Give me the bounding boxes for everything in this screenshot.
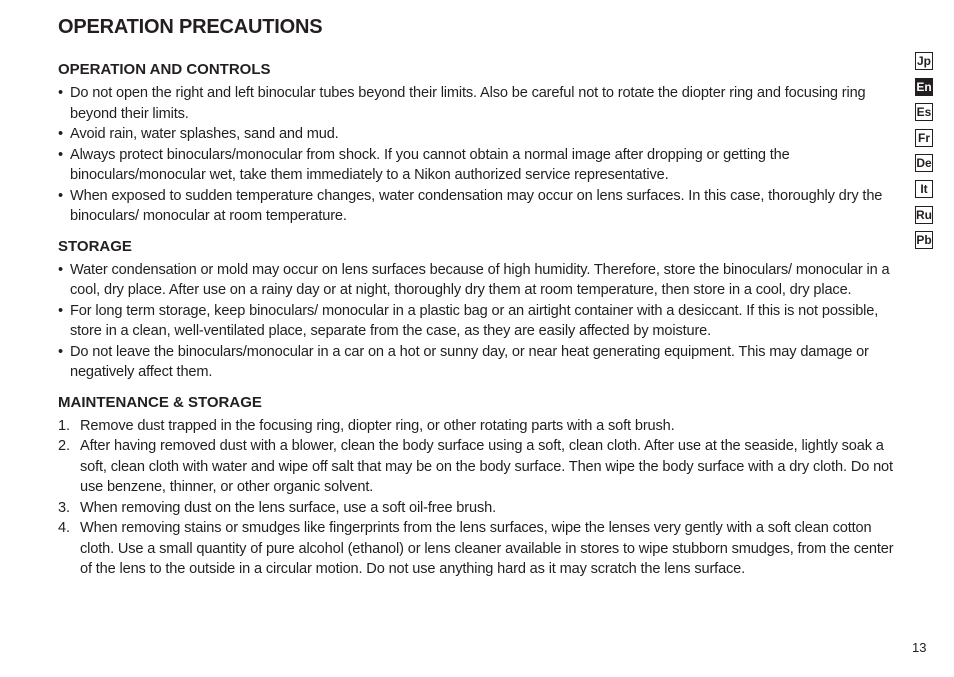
number-marker: 3. bbox=[58, 499, 70, 516]
list-item-text: Avoid rain, water splashes, sand and mud. bbox=[70, 126, 339, 142]
language-tab-ru[interactable]: Ru bbox=[916, 207, 932, 222]
list-item-text: Always protect binoculars/monocular from shock. If you cannot obtain a normal image after dropping or getting the binoculars/monocular wet, take them immediately to a Nikon authorized service representative. bbox=[70, 146, 790, 183]
number-marker: 2. bbox=[58, 438, 70, 454]
number-marker: 1. bbox=[58, 417, 70, 434]
list-item bbox=[58, 124, 900, 145]
bullet-list bbox=[58, 260, 900, 383]
bullet-marker: • bbox=[58, 187, 63, 204]
list-item-text: When removing dust on the lens surface, use a soft oil-free brush. bbox=[80, 499, 496, 516]
list-item-text: Remove dust trapped in the focusing ring, diopter ring, or other rotating parts with a soft brush. bbox=[80, 417, 675, 434]
list-item-text: When exposed to sudden temperature changes, water condensation may occur on lens surfaces. In this case, thoroughly dry the binoculars/ monocular at room temperature. bbox=[70, 187, 883, 224]
list-item-text: When removing stains or smudges like fingerprints from the lens surfaces, wipe the lenses very gently with a soft clean cotton cloth. Use a small quantity of pure alcohol (ethanol) or lens cleaner available in stores to wipe stubborn smudges, from the center of the lens to the outside in a circular motion. Do not use anything hard as it may scratch the lens surface. bbox=[80, 520, 894, 577]
language-tab-es[interactable]: Es bbox=[916, 105, 932, 120]
list-item-text: Do not open the right and left binocular tubes beyond their limits. Also be careful not to rotate the diopter ring and focusing ring beyond their limits. bbox=[70, 85, 866, 122]
page-content bbox=[58, 14, 900, 590]
bullet-marker: • bbox=[58, 261, 63, 278]
page-number: 13 bbox=[912, 640, 927, 655]
language-tabs bbox=[915, 52, 935, 257]
language-tab-en[interactable]: En bbox=[916, 79, 932, 94]
list-item bbox=[58, 436, 900, 498]
list-item bbox=[58, 416, 900, 437]
bullet-marker: • bbox=[58, 302, 63, 319]
numbered-list bbox=[58, 416, 900, 580]
list-item-text: For long term storage, keep binoculars/ monocular in a plastic bag or an airtight container with a desiccant. If this is not possible, store in a clean, well-ventilated place, separate from the case, as they are easily affected by moisture. bbox=[70, 302, 879, 339]
list-item bbox=[58, 342, 900, 383]
list-item bbox=[58, 518, 900, 580]
list-item-text: After having removed dust with a blower, clean the body surface using a soft, clean cloth. After use at the seaside, lightly soak a soft, clean cloth with water and wipe off salt that may be on the body surface. Then wipe the body surface with a dry cloth. Do not use benzene, thinner, or other organic solvent. bbox=[80, 438, 893, 495]
language-tab-fr[interactable]: Fr bbox=[915, 129, 933, 147]
language-tab-de[interactable]: De bbox=[916, 156, 932, 171]
list-item-text: Water condensation or mold may occur on lens surfaces because of high humidity. Therefore, store the binoculars/ monocular in a cool, dry place. After use on a rainy day or at night, thoroughly dry them at room temperature, then store in a cool, dry place. bbox=[70, 261, 890, 298]
section-heading: MAINTENANCE & STORAGE bbox=[58, 393, 262, 411]
section-maintenance-and-storage bbox=[58, 393, 900, 580]
list-item bbox=[58, 186, 900, 227]
bullet-marker: • bbox=[58, 126, 63, 142]
page-title: OPERATION PRECAUTIONS bbox=[58, 16, 323, 38]
list-item bbox=[58, 145, 900, 186]
list-item bbox=[58, 83, 900, 124]
language-tab-pb[interactable]: Pb bbox=[916, 233, 932, 248]
number-marker: 4. bbox=[58, 520, 70, 536]
section-operation-and-controls bbox=[58, 60, 900, 227]
language-tab-jp[interactable]: Jp bbox=[916, 54, 931, 68]
bullet-marker: • bbox=[58, 146, 63, 163]
language-tab-it[interactable]: It bbox=[915, 180, 933, 198]
section-heading: OPERATION AND CONTROLS bbox=[58, 61, 271, 78]
list-item-text: Do not leave the binoculars/monocular in a car on a hot or sunny day, or near heat generating equipment. This may damage or negatively affect them. bbox=[70, 343, 869, 380]
section-heading: STORAGE bbox=[58, 237, 132, 255]
bullet-list bbox=[58, 83, 900, 227]
bullet-marker: • bbox=[58, 85, 63, 101]
list-item bbox=[58, 301, 900, 342]
list-item bbox=[58, 498, 900, 519]
list-item bbox=[58, 260, 900, 301]
section-storage bbox=[58, 237, 900, 383]
bullet-marker: • bbox=[58, 343, 63, 360]
